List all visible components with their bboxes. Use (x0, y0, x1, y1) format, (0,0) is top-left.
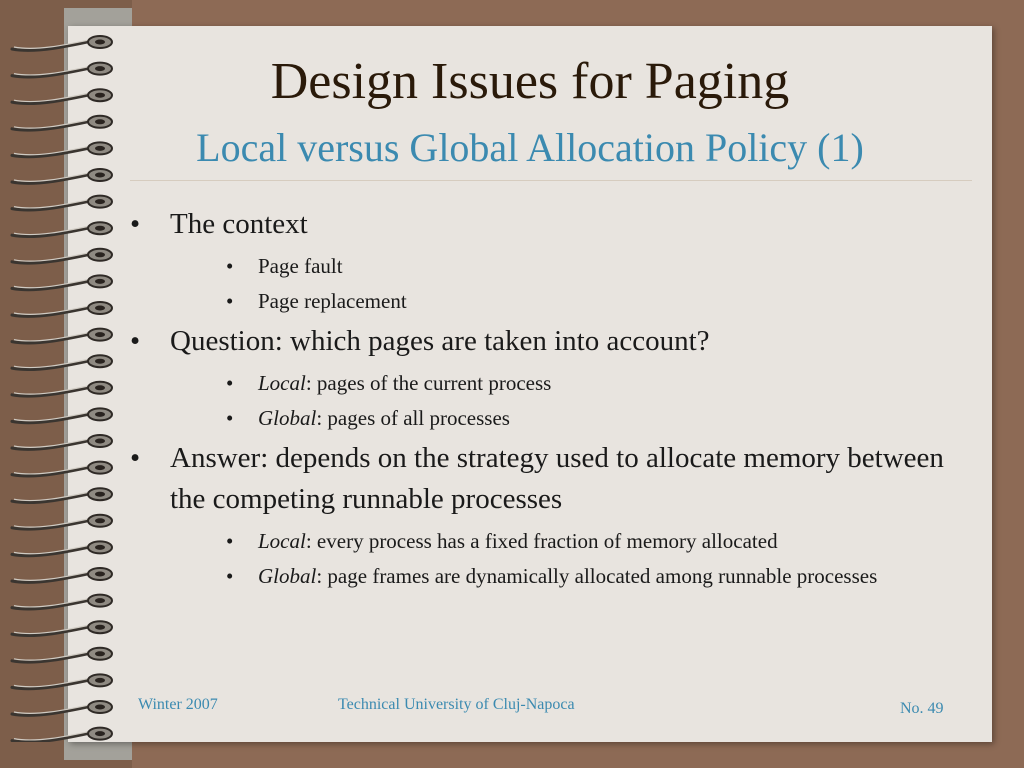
spiral-coil (12, 435, 112, 449)
title-divider (130, 180, 972, 181)
sub-bullet-marker: • (226, 371, 234, 395)
bullet-marker: • (130, 208, 141, 240)
spiral-coil (12, 488, 112, 502)
spiral-coil (12, 462, 112, 476)
spiral-coil (12, 196, 112, 210)
spiral-coil (12, 275, 112, 289)
bullet-item (128, 438, 978, 520)
spiral-coil (12, 568, 112, 582)
spiral-coil (12, 595, 112, 609)
bullet-text: Answer: depends on the strategy used to allocate memory between the competing runnable processes (170, 442, 944, 515)
sub-bullet-term: Global (258, 564, 317, 588)
spiral-coil (12, 674, 112, 688)
spiral-coil (12, 541, 112, 555)
footer-institution: Technical University of Cluj-Napoca (338, 696, 575, 713)
sub-bullet-text: Page replacement (258, 289, 407, 313)
sub-bullet-item (226, 368, 978, 398)
bullet-text: The context (170, 208, 308, 240)
spiral-coil (12, 329, 112, 343)
sub-bullet-text: : pages of the current process (305, 371, 552, 395)
spiral-coil (12, 648, 112, 662)
sub-bullet-text: : page frames are dynamically allocated among runnable processes (316, 564, 878, 588)
bullet-marker: • (130, 442, 141, 474)
sub-bullet-item (226, 403, 978, 433)
spiral-coil (12, 355, 112, 369)
spiral-coil (12, 408, 112, 422)
spiral-coil (12, 515, 112, 529)
bullet-text: Question: which pages are taken into account? (170, 325, 710, 357)
sub-bullet-marker: • (226, 406, 234, 430)
spiral-coil (12, 728, 112, 742)
sub-bullet-term: Local (258, 529, 306, 553)
spiral-coil (12, 621, 112, 635)
sub-bullet-marker: • (226, 289, 234, 313)
bullet-item (128, 321, 978, 362)
sub-bullet-item (226, 286, 978, 316)
sub-bullet-marker: • (226, 254, 234, 278)
sub-bullet-text: : pages of all processes (316, 406, 510, 430)
bullet-marker: • (130, 325, 141, 357)
sub-bullet-item (226, 561, 978, 591)
sub-bullet-marker: • (226, 564, 234, 588)
bullet-item (128, 204, 978, 245)
sub-bullet-marker: • (226, 529, 234, 553)
sub-bullet-term: Local (258, 371, 306, 395)
sub-bullet-text: Page fault (258, 254, 343, 278)
spiral-coil (12, 222, 112, 236)
spiral-coil (12, 249, 112, 263)
sub-bullet-item (226, 526, 978, 556)
sub-bullet-item (226, 251, 978, 281)
page-subtitle: Local versus Global Allocation Policy (1) (196, 125, 864, 170)
spiral-coil (12, 701, 112, 715)
page-title: Design Issues for Paging (270, 53, 790, 110)
slide-number: No. 49 (900, 700, 944, 717)
spiral-coil (12, 382, 112, 396)
footer-date: Winter 2007 (138, 696, 218, 713)
sub-bullet-term: Global (258, 406, 317, 430)
spiral-coil (12, 36, 112, 50)
spiral-coil (12, 302, 112, 316)
sub-bullet-text: : every process has a fixed fraction of memory allocated (305, 529, 778, 553)
bullet-list (128, 200, 978, 596)
